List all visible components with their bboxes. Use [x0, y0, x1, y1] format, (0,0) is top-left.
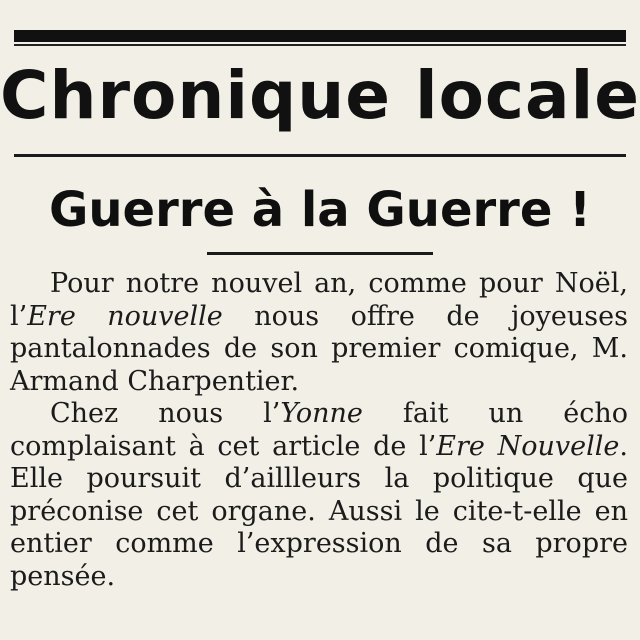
paragraph-text: nous offre de joyeuses pantalonnades de son premier comique, M. Armand Charpentier.: [10, 300, 628, 397]
newspaper-name: Ere Nouvelle: [436, 430, 620, 462]
headline-underline: [207, 252, 433, 255]
newspaper-name: Ere nouvelle: [27, 300, 223, 332]
article-paragraph: [10, 398, 628, 593]
section-title: Chronique locale: [0, 57, 640, 134]
section-divider: [14, 154, 626, 157]
article-paragraph: [10, 268, 628, 398]
top-rule: [14, 30, 626, 42]
paragraph-text: Pour notre nouvel an, comme pour Noël, l’: [10, 268, 628, 332]
article-headline: Guerre à la Guerre !: [48, 182, 591, 238]
paragraph-text: . Elle poursuit d’aillleurs la politique que préconise cet organe. Aussi le cite-t-elle en entier comme l’expression de sa propre pensée.: [10, 430, 628, 592]
paragraph-text: Chez nous l’: [50, 398, 281, 429]
article-body: [10, 268, 628, 593]
paragraph-text: fait un écho complaisant à cet article de l’: [10, 398, 628, 462]
newspaper-name: Yonne: [280, 398, 363, 429]
